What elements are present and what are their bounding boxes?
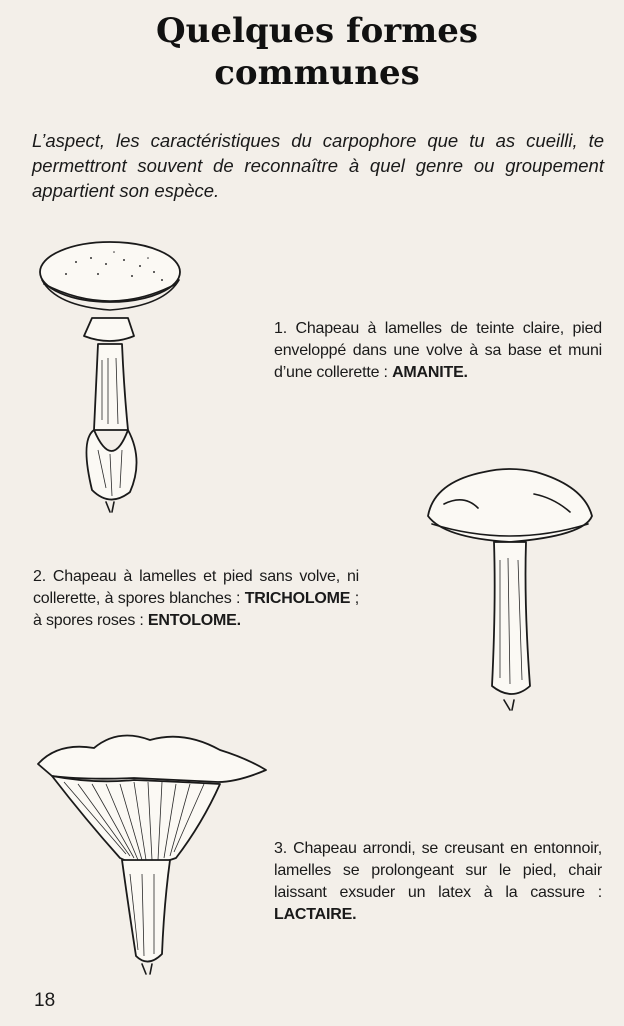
amanita-illustration [36, 240, 186, 515]
genus-keyword-a: TRICHOLOME [244, 590, 351, 607]
genus-keyword: LACTAIRE. [274, 906, 357, 923]
title-line-1: Quelques formes [156, 11, 478, 51]
page-title [0, 10, 624, 94]
description-text-a: 2. Chapeau à lamelles et pied sans volve, ni collerette, à spores blanches : [33, 568, 359, 607]
description-text-b: ; à spores roses : [33, 590, 359, 629]
intro-paragraph: L’aspect, les caractéristiques du carpophore que tu as cueilli, te permettront souvent de reconnaître à quel genre ou groupement appartient son espèce. [32, 130, 604, 201]
description-amanite [274, 318, 602, 384]
genus-keyword: AMANITE. [392, 364, 468, 381]
tricholoma-illustration [424, 464, 596, 716]
title-line-2: communes [214, 53, 420, 93]
genus-keyword-b: ENTOLOME. [147, 612, 241, 629]
description-text: 3. Chapeau arrondi, se creusant en entonnoir, lamelles se prolongeant sur le pied, chair laissant exsuder un latex à la cassure : [274, 840, 602, 901]
page-number: 18 [34, 990, 56, 1011]
description-tricholome [33, 566, 359, 632]
description-lactaire [274, 838, 602, 926]
description-text: 1. Chapeau à lamelles de teinte claire, pied enveloppé dans une volve à sa base et muni d’une collerette : [274, 320, 602, 381]
lactarius-illustration [34, 724, 270, 978]
